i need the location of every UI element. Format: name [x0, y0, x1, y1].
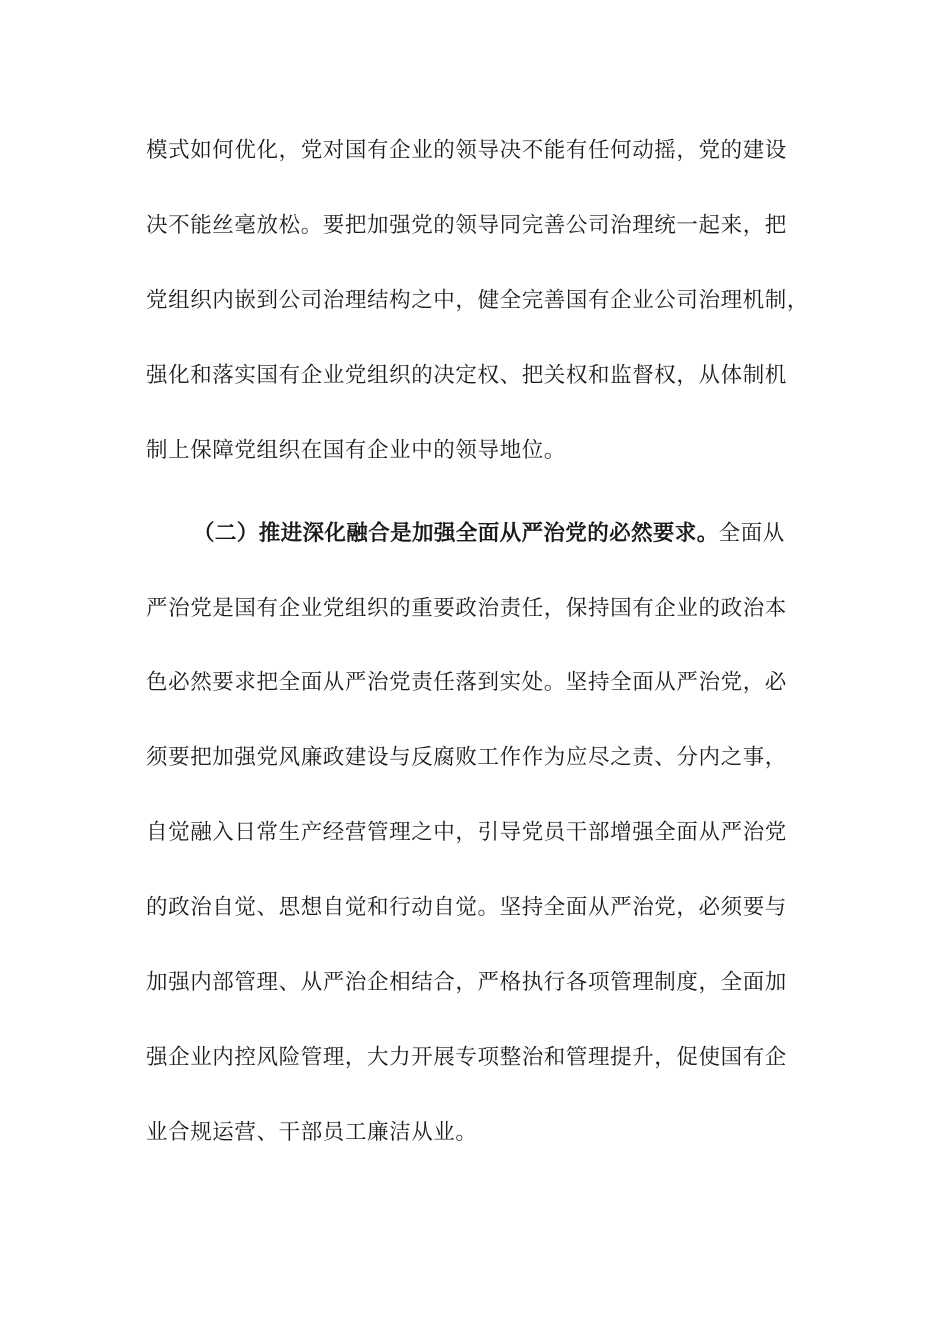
paragraph-line: 的政治自觉、思想自觉和行动自觉。坚持全面从严治党，必须要与 [146, 895, 787, 920]
paragraph-line: 加强内部管理、从严治企相结合，严格执行各项管理制度，全面加 [146, 970, 787, 995]
paragraph-line: 须要把加强党风廉政建设与反腐败工作作为应尽之责、分内之事， [146, 745, 787, 770]
paragraph-line: 强化和落实国有企业党组织的决定权、把关权和监督权，从体制机 [146, 363, 787, 388]
paragraph-line: 强企业内控风险管理，大力开展专项整治和管理提升，促使国有企 [146, 1045, 787, 1070]
section-heading: （二）推进深化融合是加强全面从严治党的必然要求。 [193, 521, 719, 546]
paragraph-line: 业合规运营、干部员工廉洁从业。 [146, 1120, 478, 1145]
paragraph-line: 自觉融入日常生产经营管理之中，引导党员干部增强全面从严治党 [146, 820, 787, 845]
paragraph-first-line [193, 517, 950, 551]
paragraph-line: 决不能丝毫放松。要把加强党的领导同完善公司治理统一起来，把 [146, 213, 787, 238]
paragraph-line: 制上保障党组织在国有企业中的领导地位。 [146, 438, 566, 463]
paragraph-line: 党组织内嵌到公司治理结构之中，健全完善国有企业公司治理机制， [146, 288, 810, 313]
paragraph-line: 严治党是国有企业党组织的重要政治责任，保持国有企业的政治本 [146, 596, 787, 621]
paragraph-line: 模式如何优化，党对国有企业的领导决不能有任何动摇，党的建设 [146, 138, 787, 163]
paragraph-line: 色必然要求把全面从严治党责任落到实处。坚持全面从严治党，必 [146, 670, 787, 695]
first-line-text: 全面从 [718, 521, 785, 546]
